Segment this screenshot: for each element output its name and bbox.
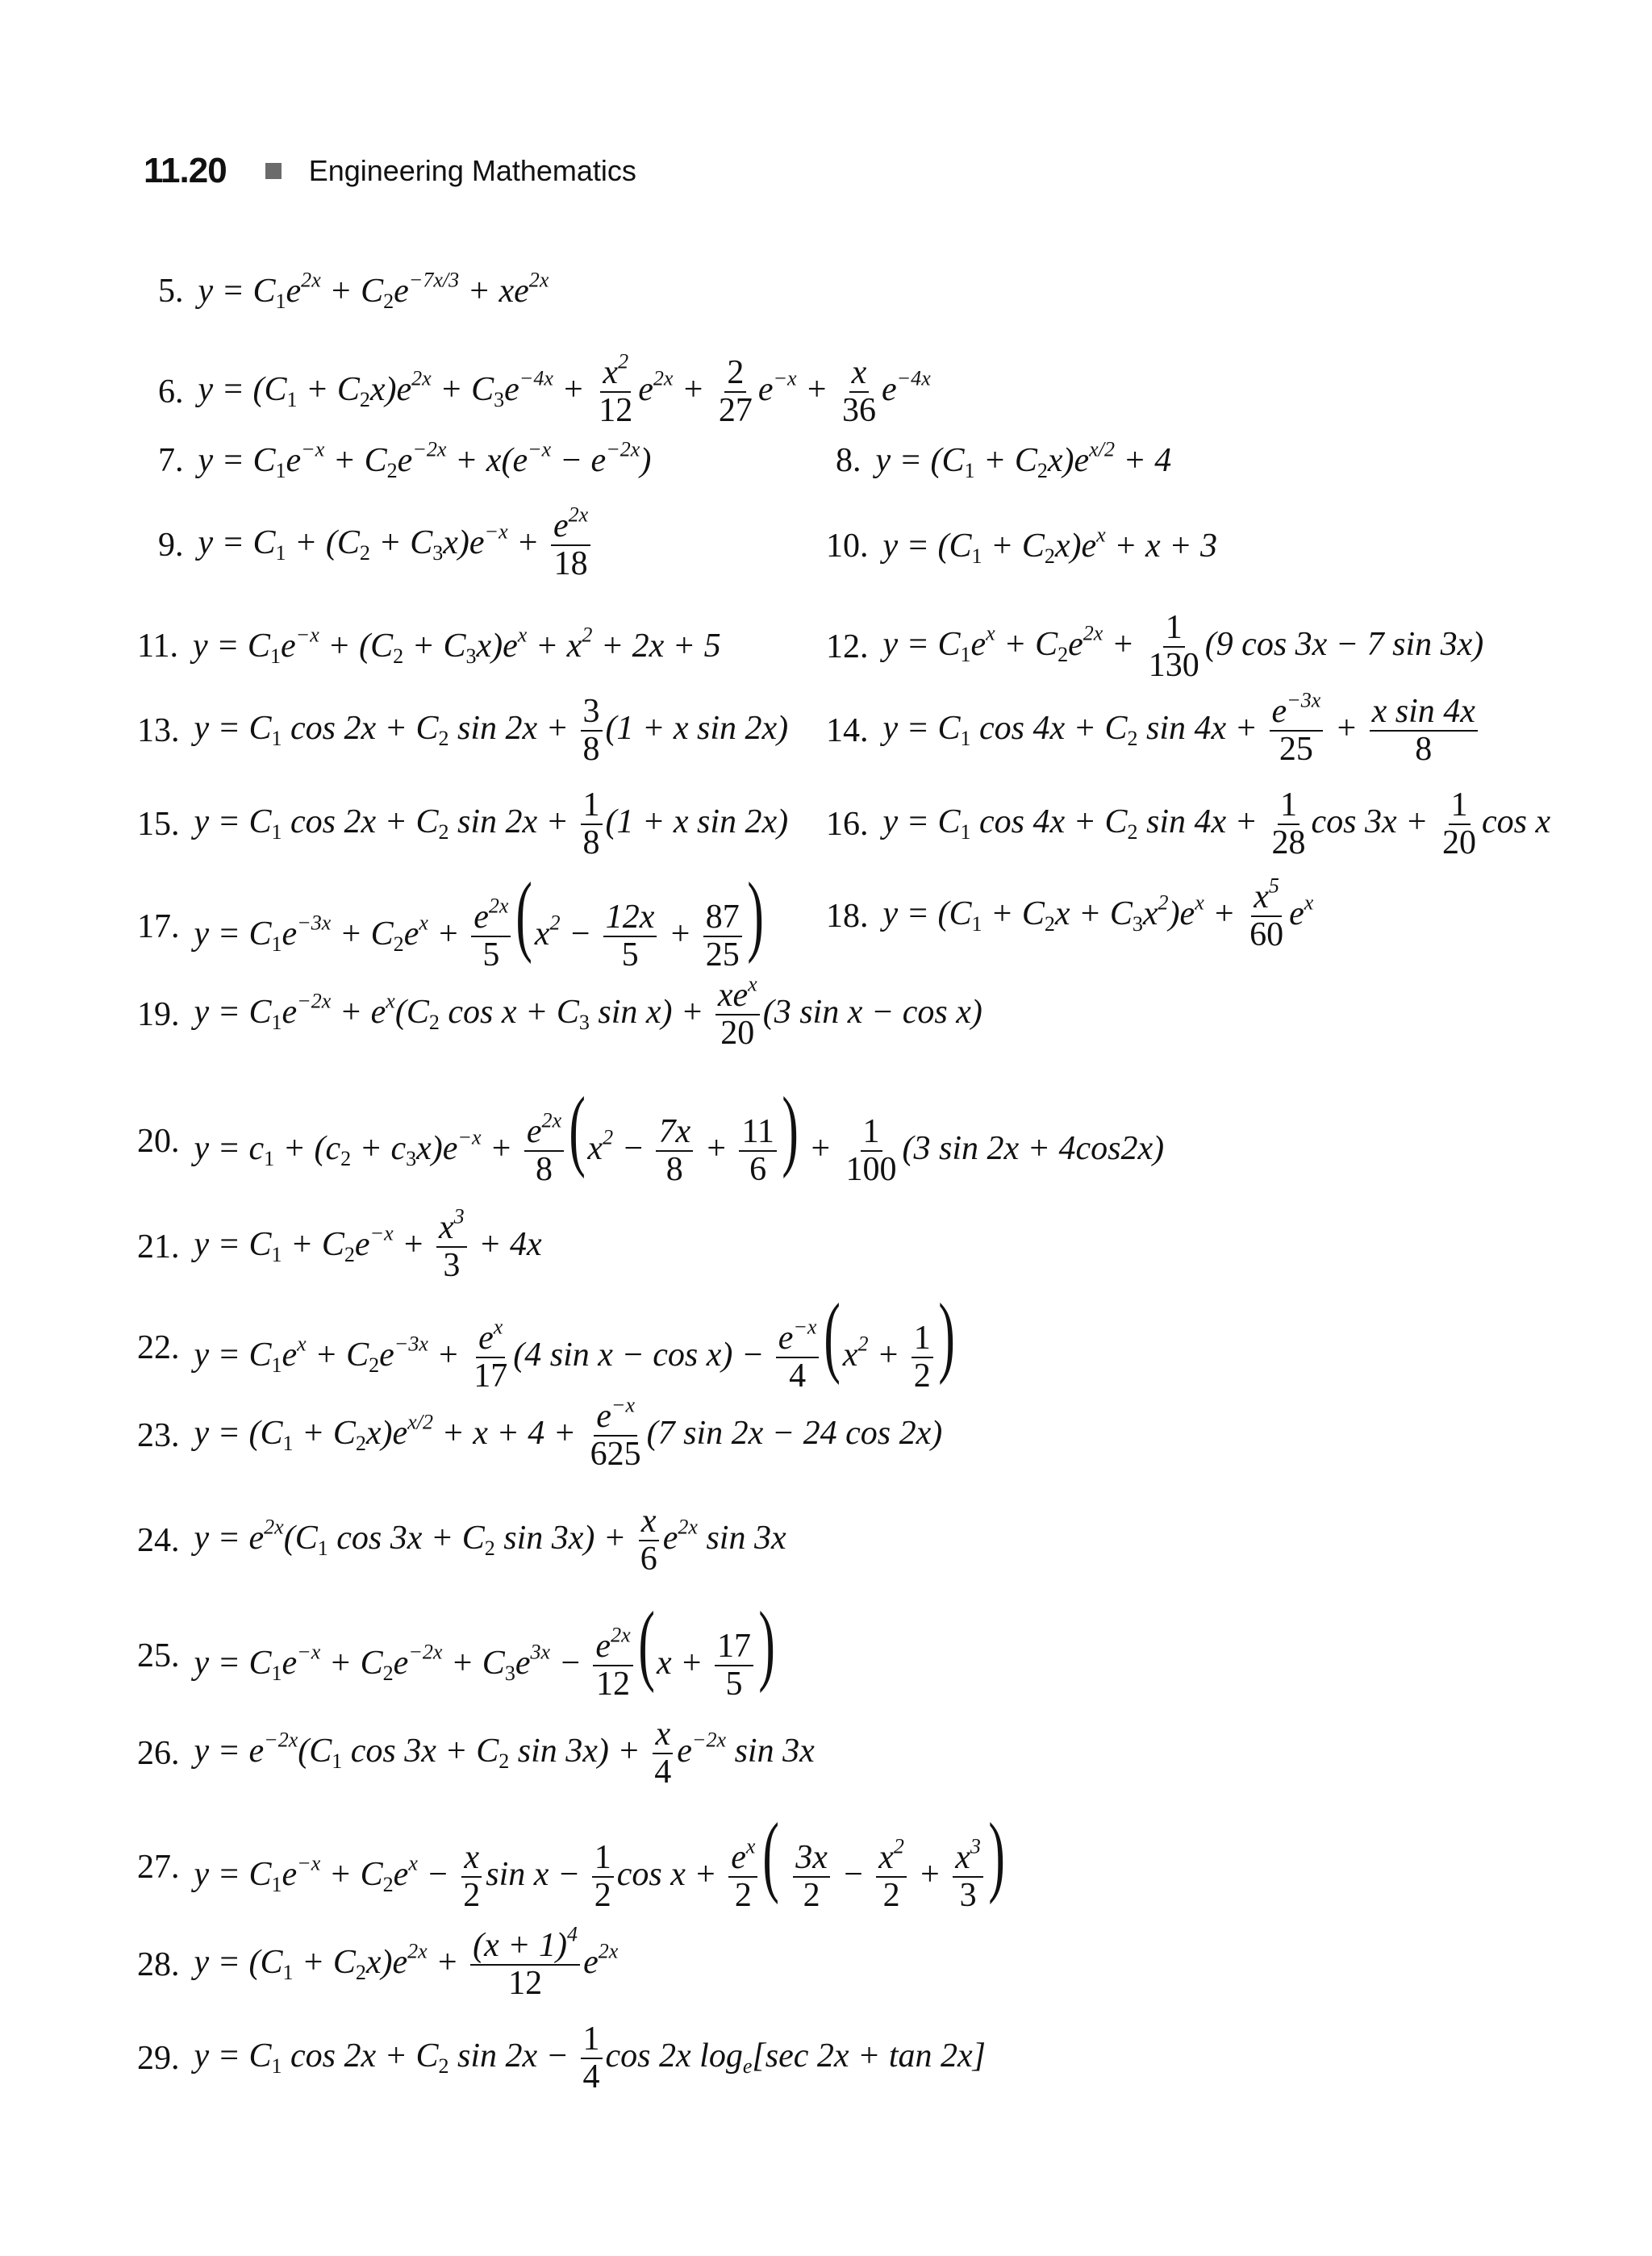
answer-number: 22. (137, 1328, 180, 1366)
answer-number: 12. (826, 628, 869, 666)
answer-formula: $y = e^{2x}(C_1$ $\cos 3x + C_2$ sin 3x) + $\frac{x}{6}$ $e^{2x}$ sin 3x (194, 1503, 786, 1578)
answer-number: 21. (137, 1228, 180, 1266)
answer-9 (158, 502, 594, 583)
answer-6 (158, 349, 931, 430)
answer-formula: $y = e^{-2x}(C_1$ $\cos 3x + C_2$ sin 3x) + $\frac{x}{4}$ $e^{-2x}$ sin 3x (194, 1716, 815, 1791)
answer-number: 5. (158, 273, 184, 310)
answer-formula: $y = C_1e^{-x} + C_2e^x$ − $\frac{x}{2}$ sin x − $\frac{1}{2}$ cos x + $\frac{e^x}{2}$ ( $\frac{3x}{2}$ − $\frac{x^2}{2}$ + $\frac{x^3}{3}$ ) (194, 1805, 1005, 1915)
page-header (144, 147, 636, 195)
answer-19 (137, 972, 982, 1053)
answer-number: 17. (137, 907, 180, 945)
answer-formula: $y = c_1 + (c_2 + c_3x)e^{-x}$ + $\frac{e^{2x}}{8}$ ($x^2$ − $\frac{7x}{8}$ + $\frac{11}{6}$ ) + $\frac{1}{100}$ (3 sin 2x + 4cos2x) (194, 1079, 1165, 1189)
answer-number: 28. (137, 1946, 180, 1984)
answer-number: 25. (137, 1637, 180, 1674)
answer-16 (826, 787, 1550, 862)
answer-21 (137, 1204, 542, 1285)
answer-formula: $y = C_1e^{-2x} + e^x(C_2$ $\cos x + C_3$ sin x) + $\frac{xe^x}{20}$ (3 sin x − cos x) (194, 972, 982, 1053)
answer-formula: $y = C_1$ $\cos 2x + C_2$ sin 2x + $\frac{1}{8}$ (1 + x sin 2x) (194, 786, 789, 862)
answer-number: 10. (826, 528, 869, 565)
answer-formula: $y = C_1e^x + C_2e^{-3x}$ + $\frac{e^x}{17}$ (4 sin x − cos x) − $\frac{e^{-x}}{4}$ ($x^2$ + $\frac{1}{2}$ ) (194, 1286, 955, 1395)
answer-formula: $y = C_1$ $\cos 4x + C_2$ sin 4x + $\frac{e^{-3x}}{25}$ + $\frac{\text{x sin 4x}}{8}$ (883, 694, 1481, 769)
answer-8 (836, 437, 1172, 482)
answer-24 (137, 1503, 786, 1578)
answer-formula: $y = C_1 + C_2e^{-x}$ + $\frac{x^3}{3}$ + 4x (194, 1204, 542, 1285)
answer-formula: $y = C_1$ $\cos 2x + C_2$ sin 2x − $\frac{1}{4}$ cos 2x $\log_e[\sec$ 2x + tan 2x] (194, 2020, 986, 2096)
answer-number: 23. (137, 1417, 180, 1455)
answer-7 (158, 437, 652, 482)
answer-formula: $y = C_1$ $\cos 4x + C_2$ sin 4x + $\frac{1}{28}$ cos 3x + $\frac{1}{20}$ cos x (882, 786, 1551, 862)
answer-formula: $y = C_1e^{-3x} + C_2e^x$ + $\frac{e^{2x}}{5}$ ($x^2$ − $\frac{12x}{5}$ + $\frac{87}{25}$ ) (194, 865, 764, 974)
answer-number: 14. (826, 712, 869, 750)
answer-formula: $y = C_1e^x + C_2e^{2x}$ + $\frac{1}{130}$ (9 cos 3x − 7 sin 3x) (882, 609, 1484, 685)
answer-number: 26. (137, 1735, 180, 1773)
answer-22 (137, 1286, 957, 1395)
answer-formula: $y = (C_1 + C_2x)e^{2x} + C_3e^{-4x}$ + $\frac{x^2}{12}$ $e^{2x}$ + $\frac{2}{27}$ $e^{-x}$ + $\frac{x}{36}$ $e^{-4x}$ (198, 349, 931, 430)
answer-formula: $y = (C_1 + C_2x)e^x + x + 3$ (882, 523, 1218, 568)
answer-13 (137, 694, 788, 769)
answer-15 (137, 787, 788, 862)
answer-formula: $y = (C_1 + C_2x)e^{x/2} + 4$ (875, 437, 1172, 482)
answer-18 (826, 874, 1314, 954)
answer-28 (137, 1922, 619, 2003)
answer-number: 18. (826, 898, 869, 936)
answer-number: 29. (137, 2040, 180, 2078)
answer-number: 13. (137, 712, 180, 750)
answer-formula: $y = C_1e^{-x} + C_2e^{-2x} + x(e^{-x} - e^{-2x})$ (198, 437, 652, 482)
book-title: Engineering Mathematics (308, 154, 636, 187)
answer-number: 11. (137, 628, 178, 665)
answer-25 (137, 1594, 777, 1703)
answer-17 (137, 865, 766, 974)
answer-23 (137, 1393, 943, 1474)
answer-12 (826, 610, 1483, 685)
answer-formula: $y = (C_1 + C_2x)e^{2x}$ + $\frac{(x + 1)^4}{12}$ $e^{2x}$ (194, 1922, 619, 2003)
answer-formula: $y = C_1$ $\cos 2x + C_2$ sin 2x + $\frac{3}{8}$ (1 + x sin 2x) (194, 693, 789, 769)
answer-number: 27. (137, 1848, 180, 1886)
answer-number: 24. (137, 1522, 180, 1560)
answer-formula: $y = C_1 + (C_2 + C_3x)e^{-x}$ + $\frac{e^{2x}}{18}$ (198, 508, 594, 583)
answer-number: 9. (158, 527, 184, 565)
answer-formula: $y = C_1e^{-x} + C_2e^{-2x} + C_3e^{3x}$ − $\frac{e^{2x}}{12}$ (x + $\frac{17}{5}$ ) (194, 1594, 775, 1703)
answer-number: 6. (158, 373, 184, 411)
answer-20 (137, 1079, 1165, 1189)
answer-26 (137, 1716, 815, 1791)
answer-formula: $y = C_1e^{2x} + C_2e^{-7x/3} + xe^{2x}$ (198, 268, 549, 313)
answer-number: 16. (826, 806, 869, 844)
answer-formula: $y = (C_1 + C_2x)e^{x/2} + x + 4$ + $\frac{e^{-x}}{625}$ (7 sin 2x − 24 cos 2x) (194, 1393, 943, 1474)
answer-number: 15. (137, 806, 180, 844)
answer-number: 19. (137, 996, 180, 1034)
answer-14 (826, 688, 1481, 769)
answer-29 (137, 2021, 986, 2096)
answer-number: 8. (836, 442, 861, 479)
answer-27 (137, 1805, 1007, 1915)
page-number: 11.20 (144, 151, 227, 190)
square-bullet-icon (265, 163, 282, 179)
answer-5 (158, 268, 549, 313)
answer-11 (137, 623, 721, 668)
answer-10 (826, 523, 1218, 568)
answer-formula: $y = (C_1 + C_2x + C_3x^2)e^x$ + $\frac{x^5}{60}$ $e^x$ (882, 874, 1314, 954)
answer-number: 20. (137, 1122, 180, 1160)
answer-formula: $y = C_1e^{-x} + (C_2 + C_3x)e^x + x^2 + 2x + 5$ (192, 623, 721, 668)
answer-number: 7. (158, 442, 184, 479)
